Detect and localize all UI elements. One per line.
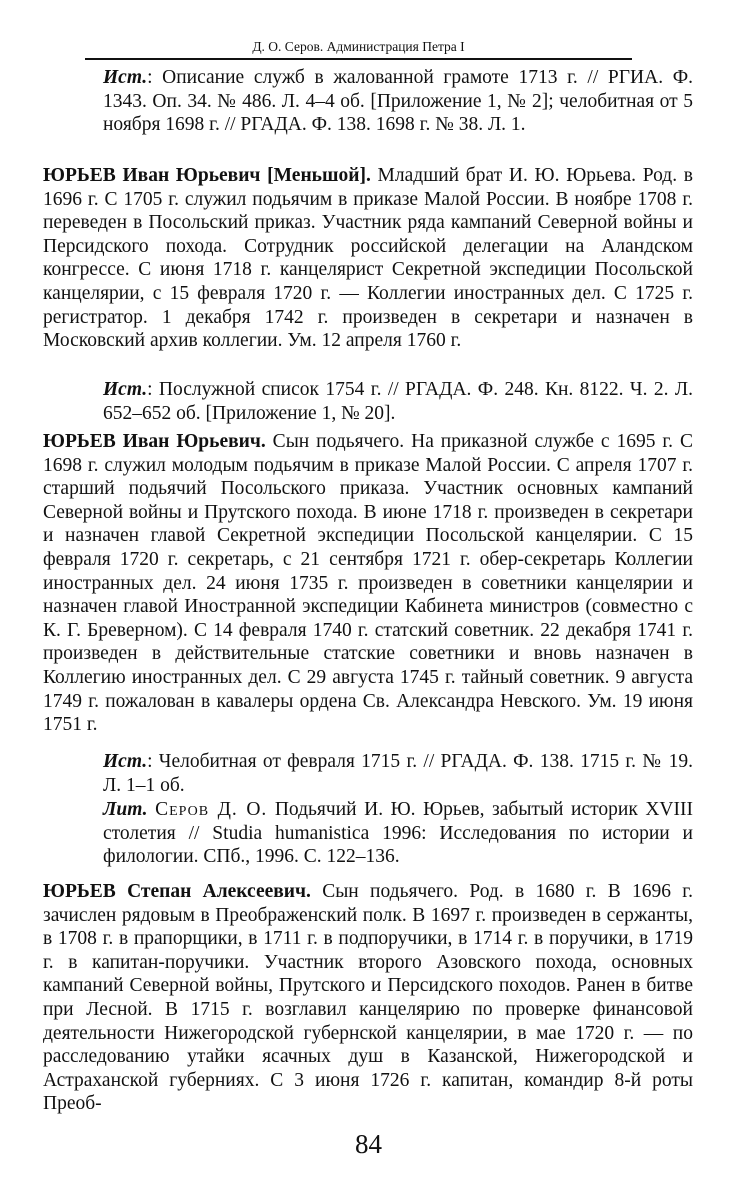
- source-text: : Послужной список 1754 г. // РГАДА. Ф. 248. Кн. 8122. Ч. 2. Л. 652–652 об. [Приложение 1, № 20].: [103, 379, 693, 424]
- page-number: 84: [355, 1129, 382, 1159]
- running-header: Д. О. Серов. Администрация Петра I: [85, 39, 632, 60]
- source-label: Ист.: [103, 67, 148, 88]
- entry-text: Сын подьячего. Род. в 1680 г. В 1696 г. зачислен рядовым в Преображенский полк. В 1697 г. произведен в сержанты, в 1708 г. в прапорщики, в 1711 г. в подпоручики, в 1714 г. в поручики, в 1719 г. в капитан-поручики. Участник второго Азовского похода, основных кампаний Северной войны, Прутского и Персидского походов. Ранен в битве при Лесной. В 1715 г. возглавил канцелярию по проверке финансовой деятельности Нижегородской губернской канцелярии, в мае 1720 г. — по расследованию утайки ясачных душ в Казанской, Нижегородской и Астраханской губерниях. С 3 июня 1726 г. капитан, командир 8-й роты Преоб-: [43, 881, 693, 1115]
- source-text: : Челобитная от февраля 1715 г. // РГАДА. Ф. 138. 1715 г. № 19. Л. 1–1 об.: [103, 751, 693, 796]
- entry-heading: ЮРЬЕВ Иван Юрьевич [Меньшой].: [43, 165, 371, 186]
- entry-text: Сын подьячего. На приказной службе с 1695 г. С 1698 г. служил молодым подьячим в приказе Малой России. С апреля 1707 г. старший подьячий Посольского приказа. Участник основных кампаний Северной войны и Прутского похода. В июне 1718 г. произведен в секретари и назначен главой Секретной экспедиции Посольской канцелярии. С 15 февраля 1720 г. секретарь, с 21 сентября 1721 г. обер-секретарь Коллегии иностранных дел. 24 июня 1735 г. произведен в советники канцелярии и назначен главой Иностранной экспедиции Кабинета министров (совместно с К. Г. Бреверном). С 14 февраля 1740 г. статский советник. 22 декабря 1741 г. произведен в действительные статские советники и вновь назначен в Коллегию иностранных дел. С 29 августа 1745 г. тайный советник. 9 августа 1749 г. пожалован в кавалеры ордена Св. Александра Невского. Ум. 19 июня 1751 г.: [43, 431, 693, 736]
- entry-yuryev-ivan-junior: [43, 164, 693, 353]
- literature-text: Подьячий И. Ю. Юрьев, забытый историк XVIII столетия // Studia humanistica 1996: Исследования по истории и филологии. СПб., 1996. С. 122–136.: [103, 799, 694, 868]
- entry-yuryev-ivan: [43, 430, 693, 737]
- entry-heading: ЮРЬЕВ Иван Юрьевич.: [43, 431, 266, 452]
- source-text: : Описание служб в жалованной грамоте 1713 г. // РГИА. Ф. 1343. Оп. 34. № 486. Л. 4–4 об. [Приложение 1, № 2]; челобитная от 5 ноября 1698 г. // РГАДА. Ф. 138. 1698 г. № 38. Л. 1.: [103, 67, 693, 136]
- literature-note: [103, 798, 693, 869]
- entry-heading: ЮРЬЕВ Степан Алексеевич.: [43, 881, 311, 902]
- source-label: Ист.: [103, 379, 148, 400]
- source-note: [103, 750, 693, 797]
- entry-yuryev-stepan: [43, 880, 693, 1116]
- source-label: Ист.: [103, 751, 148, 772]
- source-note: [103, 66, 693, 137]
- source-note: [103, 378, 693, 425]
- literature-label: Лит.: [103, 799, 148, 820]
- entry-text: Младший брат И. Ю. Юрьева. Род. в 1696 г. С 1705 г. служил подьячим в приказе Малой России. В ноябре 1708 г. переведен в Посольский приказ. Участник ряда кампаний Северной войны и Персидского похода. Сотрудник российской делегации на Аландском конгрессе. С июня 1718 г. канцелярист Секретной экспедиции Посольской канцелярии, с 15 февраля 1720 г. — Коллегии иностранных дел. С 1725 г. регистратор. 1 декабря 1742 г. произведен в секретари и назначен в Московский архив коллегии. Ум. 12 апреля 1760 г.: [43, 165, 694, 352]
- literature-author: Серов Д. О.: [155, 799, 268, 820]
